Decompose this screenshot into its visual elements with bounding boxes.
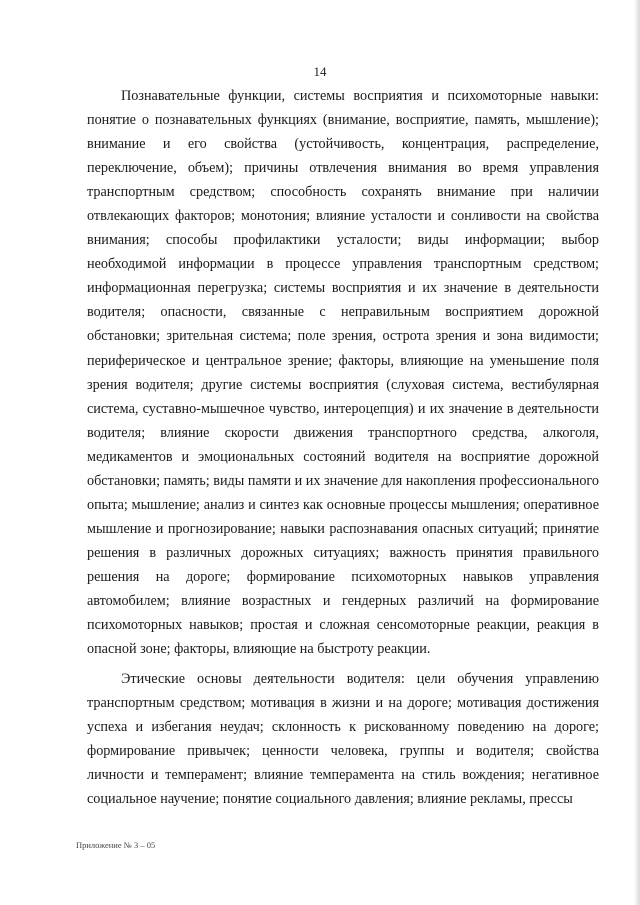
page-footer: Приложение № 3 – 05 bbox=[76, 840, 156, 850]
page-number: 14 bbox=[313, 64, 327, 79]
scan-edge-shadow bbox=[634, 0, 640, 905]
body-text bbox=[87, 84, 599, 811]
paragraph-ethical-foundations: Этические основы деятельности водителя: цели обучения управлению транспортным средством; мотивация в жизни и на дороге; мотивация достижения успеха и избегания неудач; склонность к рискованному поведению на дороге; формирование привычек; ценности человека, группы и водителя; свойства личности и темперамент; влияние темперамента на стиль вождения; негативное социальное научение; понятие социального давления; влияние рекламы, прессы bbox=[87, 671, 599, 808]
paragraph-cognitive-functions: Познавательные функции, системы восприятия и психомоторные навыки: понятие о познавательных функциях (внимание, восприятие, память, мышление); внимание и его свойства (устойчивость, концентрация, распределение, переключение, объем); причины отвлечения внимания во время управления транспортным средством; способность сохранять внимание при наличии отвлекающих факторов; монотония; влияние усталости и сонливости на свойства внимания; способы профилактики усталости; виды информации; выбор необходимой информации в процессе управления транспортным средством; информационная перегрузка; системы восприятия и их значение в деятельности водителя; опасности, связанные с неправильным восприятием дорожной обстановки; зрительная система; поле зрения, острота зрения и зона видимости; периферическое и центральное зрение; факторы, влияющие на уменьшение поля зрения водителя; другие системы восприятия (слуховая система, вестибулярная система, суставно-мышечное чувство, интероцепция) и их значение в деятельности водителя; влияние скорости движения транспортного средства, алкоголя, медикаментов и эмоциональных состояний водителя на восприятие дорожной обстановки; память; виды памяти и их значение для накопления профессионального опыта; мышление; анализ и синтез как основные процессы мышления; оперативное мышление и прогнозирование; навыки распознавания опасных ситуаций; принятие решения в различных дорожных ситуациях; важность принятия правильного решения на дороге; формирование психомоторных навыков управления автомобилем; влияние возрастных и гендерных различий на формирование психомоторных навыков; простая и сложная сенсомоторные реакции, реакция в опасной зоне; факторы, влияющие на быстроту реакции. bbox=[87, 88, 599, 658]
